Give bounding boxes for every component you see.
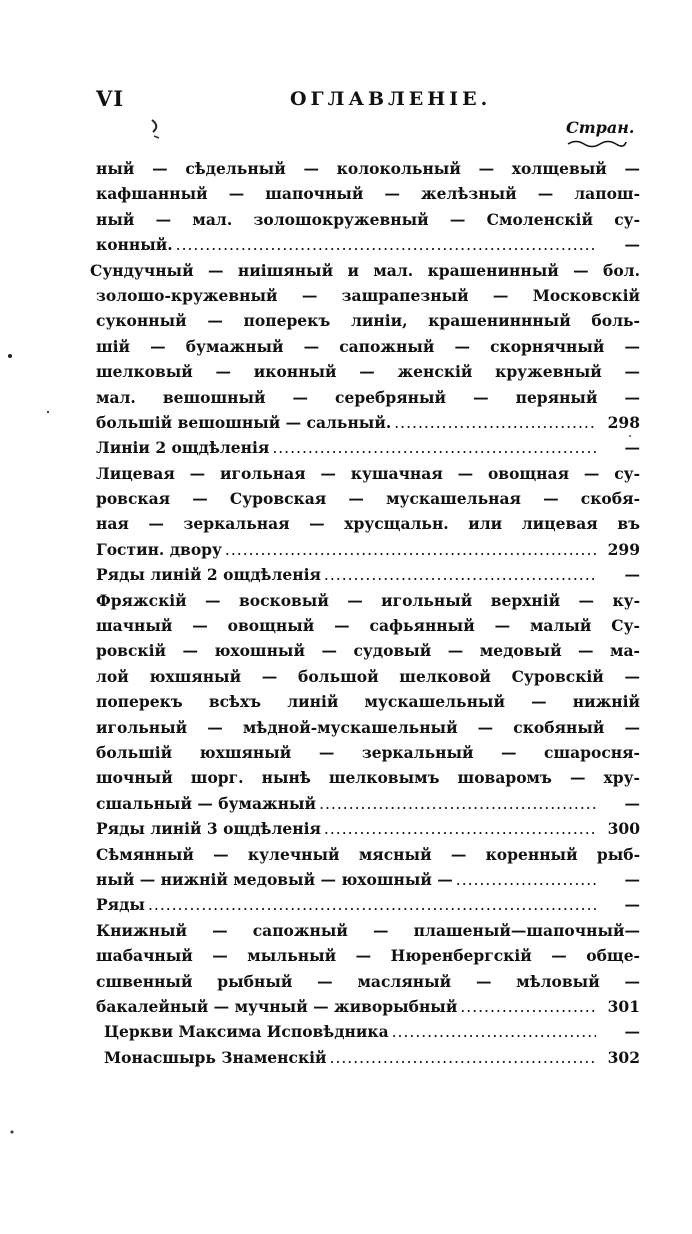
toc-line-text: Монасшырь Знаменскій: [104, 1047, 327, 1067]
toc-line-text: ный — нижній медовый — юхошный —: [96, 869, 453, 889]
toc-line: [96, 715, 640, 740]
toc-line-text: большій вешошный — сальный.: [96, 412, 392, 432]
toc-line-last: [104, 1019, 640, 1044]
toc-line-text: конный.: [96, 235, 173, 255]
dot-leader: [392, 1020, 596, 1045]
toc-line-last: [96, 435, 640, 460]
page-number: —: [624, 235, 640, 255]
toc-line-last: [96, 867, 640, 892]
toc-entry: [96, 588, 640, 817]
toc-line-text: сшальный — бумажный: [96, 793, 317, 813]
toc-line-last: [96, 232, 640, 257]
dot-leader: [148, 893, 596, 918]
dot-leader: [330, 1046, 596, 1071]
toc-line: [90, 334, 640, 359]
toc-line: [90, 385, 640, 410]
toc-line-text: бакалейный — мучный — живорыбный: [96, 996, 458, 1016]
toc-line: [90, 258, 640, 283]
toc-line-last: [96, 562, 640, 587]
swash-ornament-icon: [566, 138, 628, 148]
page-column-label: Стран.: [566, 118, 635, 137]
toc-line-text: сшвенный рыбный — масляный — мѣловый —: [96, 971, 640, 991]
toc-line-text: Ряды линій 2 ощдѣленія: [96, 565, 321, 585]
toc-line: [90, 283, 640, 308]
toc-line: [96, 638, 640, 663]
page-number: 299: [607, 539, 640, 559]
toc-line-text: суконный — поперекъ линіи, крашениннный боль-: [96, 311, 640, 331]
toc-line-text: Сѣмянный — кулечный мясный — коренный рыб-: [96, 844, 640, 864]
toc-line: [96, 486, 640, 511]
toc-line: [96, 918, 640, 943]
toc-line-text: ная — зеркальная — хрусщальн. или лицевая въ: [96, 514, 640, 534]
toc-line-text: Церкви Максима Исповѣдника: [104, 1022, 389, 1042]
page-number: —: [624, 793, 640, 813]
toc-line-text: шелковый — иконный — женскій кружевный —: [96, 362, 640, 382]
page-number: —: [624, 565, 640, 585]
toc-line-text: ровскій — юхошный — судовый — медовый — ма-: [96, 641, 640, 661]
toc-line-last: [96, 791, 640, 816]
toc-entry: [90, 258, 640, 436]
toc-line: [90, 308, 640, 333]
toc-line-last: [90, 410, 640, 435]
toc-line-last: [104, 1045, 640, 1070]
toc-line-text: шачный — овощный — сафьянный — малый Су-: [96, 616, 640, 636]
toc-line: [96, 969, 640, 994]
dot-leader: [176, 233, 596, 258]
page-number: 300: [607, 819, 640, 839]
toc-line: [96, 461, 640, 486]
dot-leader: [460, 995, 596, 1020]
dot-leader: [324, 563, 596, 588]
toc-line-text: Гостин. двору: [96, 539, 222, 559]
toc-line-text: Ряды: [96, 895, 145, 915]
dot-leader: [319, 792, 596, 817]
toc-line: [96, 156, 640, 181]
toc-entry: [96, 435, 640, 460]
page-number: —: [624, 895, 640, 915]
toc-entry: [96, 918, 640, 1020]
dot-leader: [324, 817, 596, 842]
dot-leader: [456, 868, 596, 893]
toc-line: [96, 842, 640, 867]
toc-line-last: [96, 994, 640, 1019]
toc-line-text: Линіи 2 ощдѣленія: [96, 438, 270, 458]
toc-entry: [96, 1019, 640, 1044]
page-number: 298: [607, 412, 640, 432]
toc-line: [96, 664, 640, 689]
toc-line-text: Книжный — сапожный — плашеный—шапочный—: [96, 920, 640, 940]
toc-line: [96, 588, 640, 613]
toc-line-text: Ряды линій 3 ощдѣленія: [96, 819, 321, 839]
toc-line: [90, 359, 640, 384]
toc-line-text: Лицевая — игольная — кушачная — овощная — су-: [96, 463, 640, 483]
dot-leader: [394, 411, 596, 436]
toc-line-last: [96, 892, 640, 917]
dot-leader: [272, 436, 596, 461]
toc-line: [96, 207, 640, 232]
toc-line-last: [96, 537, 640, 562]
toc-line-text: ный — мал. золошокружевный — Смоленскій су-: [96, 209, 640, 229]
toc-entry: [96, 461, 640, 563]
toc-entry: [96, 1045, 640, 1070]
toc-line-text: большій юхшяный — зеркальный — сшаросня-: [96, 742, 640, 762]
toc-entry: [96, 892, 640, 917]
page-number: 302: [607, 1047, 640, 1067]
page-number: —: [624, 1022, 640, 1042]
toc-line: [96, 613, 640, 638]
toc-line-text: мал. вешошный — серебряный — перяный —: [96, 387, 640, 407]
toc-line-text: кафшанный — шапочный — желѣзный — лапош-: [96, 184, 640, 204]
toc-line-text: шочный шорг. нынѣ шелковымъ шоваромъ — хру-: [96, 768, 640, 788]
toc-line-text: шабачный — мыльный — Нюренбергскій — обще-: [96, 946, 640, 966]
folio-number: VI: [96, 86, 125, 111]
toc-line-text: ный — сѣдельный — колокольный — холщевый —: [96, 159, 640, 178]
toc-line: [96, 181, 640, 206]
toc-line-text: ровская — Суровская — мускашельная — скобя-: [96, 489, 640, 509]
toc-line-text: игольный — мѣдной-мускашельный — скобяный —: [96, 717, 640, 737]
dot-leader: [225, 538, 596, 563]
toc-entry: [96, 816, 640, 841]
page-number: —: [624, 869, 640, 889]
toc-line: [96, 689, 640, 714]
toc-line-text: поперекъ всѣхъ линій мускашельный — нижній: [96, 692, 640, 712]
toc-line-text: Сундучный — ниішяный и мал. крашенинный — бол.: [90, 260, 640, 280]
table-of-contents: [90, 156, 640, 1070]
stray-ink-mark-icon: [150, 118, 162, 142]
toc-line-text: Фряжскій — восковый — игольный верхній — ку-: [96, 590, 640, 610]
toc-line-text: шій — бумажный — сапожный — скорнячный —: [96, 336, 640, 356]
toc-line-last: [96, 816, 640, 841]
toc-entry: [96, 562, 640, 587]
toc-line: [96, 765, 640, 790]
running-head: ОГЛАВЛЕНІЕ.: [290, 88, 492, 110]
toc-line-text: золошо-кружевный — зашрапезный — Московскій: [96, 285, 640, 305]
toc-line: [96, 740, 640, 765]
toc-line: [96, 511, 640, 536]
toc-line: [96, 943, 640, 968]
page-number: 301: [607, 996, 640, 1016]
toc-entry: [96, 156, 640, 258]
toc-entry: [96, 842, 640, 893]
toc-line-text: лой юхшяный — большой шелковой Суровскій —: [96, 666, 640, 686]
page-number: —: [624, 438, 640, 458]
